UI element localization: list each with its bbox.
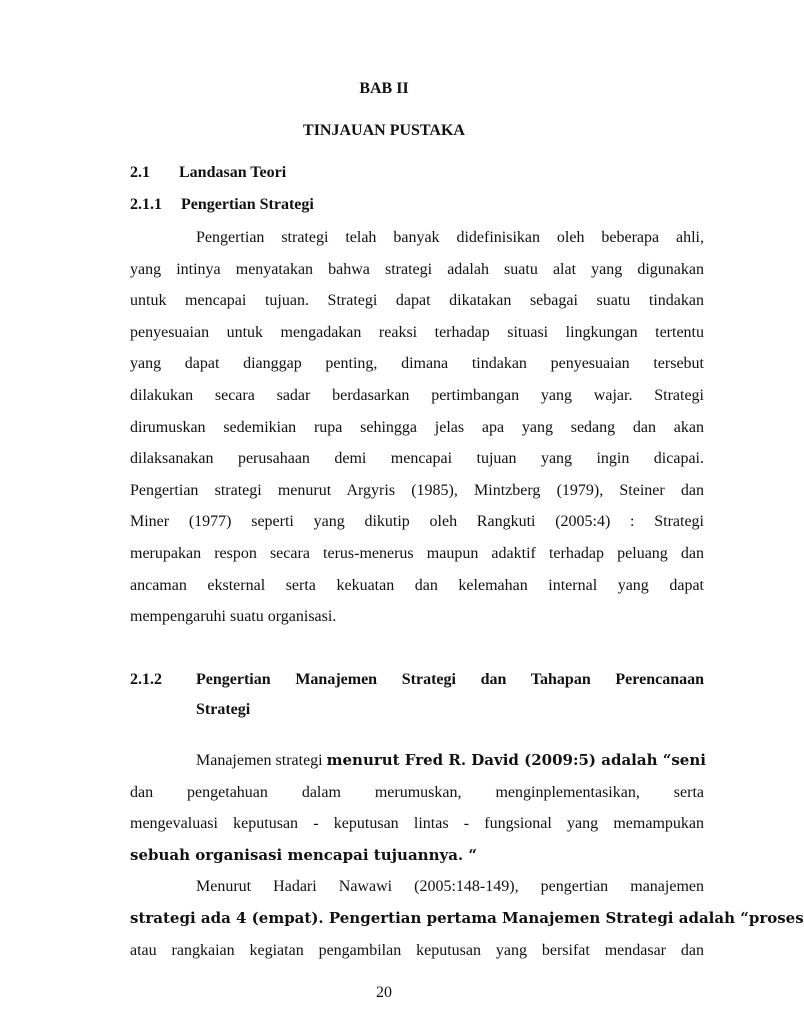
section-heading-2-1-2 <box>130 670 704 720</box>
paragraph-line: atau rangkaian kegiatan pengambilan keputusan yang bersifat mendasar dan <box>130 941 704 959</box>
paragraph-line: Pengertian strategi telah banyak didefinisikan oleh beberapa ahli, <box>196 229 704 246</box>
page-number: 20 <box>376 984 392 1001</box>
paragraph-line: Miner (1977) seperti yang dikutip oleh Rangkuti (2005:4) : Strategi <box>130 513 704 531</box>
section-heading-2-1-1 <box>130 195 314 215</box>
paragraph-line: Menurut Hadari Nawawi (2005:148-149), pengertian manajemen <box>196 878 704 896</box>
section-title-line-2: Strategi <box>196 701 251 718</box>
section-title: Pengertian Manajemen Strategi dan Tahapan Perencanaan <box>196 671 704 688</box>
section-heading-2-1 <box>130 163 286 183</box>
section-number: 2.1.2 <box>130 671 162 688</box>
paragraph-line: merupakan respon secara terus-menerus maupun adaktif terhadap peluang dan <box>130 544 704 562</box>
section-number: 2.1 <box>130 164 150 181</box>
paragraph-management-strategy <box>130 745 804 966</box>
paragraph-line: dilakukan secara sadar berdasarkan pertimbangan yang wajar. Strategi <box>130 386 704 404</box>
section-title: Pengertian Strategi <box>181 196 314 213</box>
bold-text-run: sebuah organisasi mencapai tujuannya. “ <box>130 845 477 864</box>
section-number: 2.1.1 <box>130 196 162 213</box>
paragraph-line: dirumuskan sedemikian rupa sehingga jelas apa yang sedang dan akan <box>130 418 704 436</box>
paragraph-line: penyesuaian untuk mengadakan reaksi terhadap situasi lingkungan tertentu <box>130 323 704 341</box>
paragraph-line <box>130 903 804 935</box>
bold-text-run: menurut Fred R. David (2009:5) adalah “seni <box>326 751 706 769</box>
paragraph-line: dilaksanakan perusahaan demi mencapai tujuan yang ingin dicapai. <box>130 450 704 468</box>
section-title-line-1 <box>130 670 704 690</box>
section-title: Landasan Teori <box>179 164 287 181</box>
paragraph-line: yang intinya menyatakan bahwa strategi adalah suatu alat yang digunakan <box>130 260 704 278</box>
paragraph-line: yang dapat dianggap penting, dimana tindakan penyesuaian tersebut <box>130 355 704 373</box>
paragraph-strategy-definition <box>130 222 704 633</box>
bold-text-run: strategi ada 4 (empat). Pengertian pertama Manajemen Strategi adalah “proses <box>130 908 804 927</box>
chapter-title: TINJAUAN PUSTAKA <box>303 122 465 139</box>
chapter-label: BAB II <box>359 80 409 97</box>
paragraph-line: mengevaluasi keputusan - keputusan lintas - fungsional yang memampukan <box>130 815 704 833</box>
paragraph-line: dan pengetahuan dalam merumuskan, menginplementasikan, serta <box>130 783 704 801</box>
paragraph-line <box>130 745 704 777</box>
paragraph-line: ancaman eksternal serta kekuatan dan kelemahan internal yang dapat <box>130 576 704 594</box>
text-run: Manajemen strategi <box>196 752 327 769</box>
paragraph-line <box>130 840 704 872</box>
paragraph-line: mempengaruhi suatu organisasi. <box>130 608 337 626</box>
paragraph-line: untuk mencapai tujuan. Strategi dapat dikatakan sebagai suatu tindakan <box>130 292 704 310</box>
paragraph-line: Pengertian strategi menurut Argyris (1985), Mintzberg (1979), Steiner dan <box>130 481 704 499</box>
